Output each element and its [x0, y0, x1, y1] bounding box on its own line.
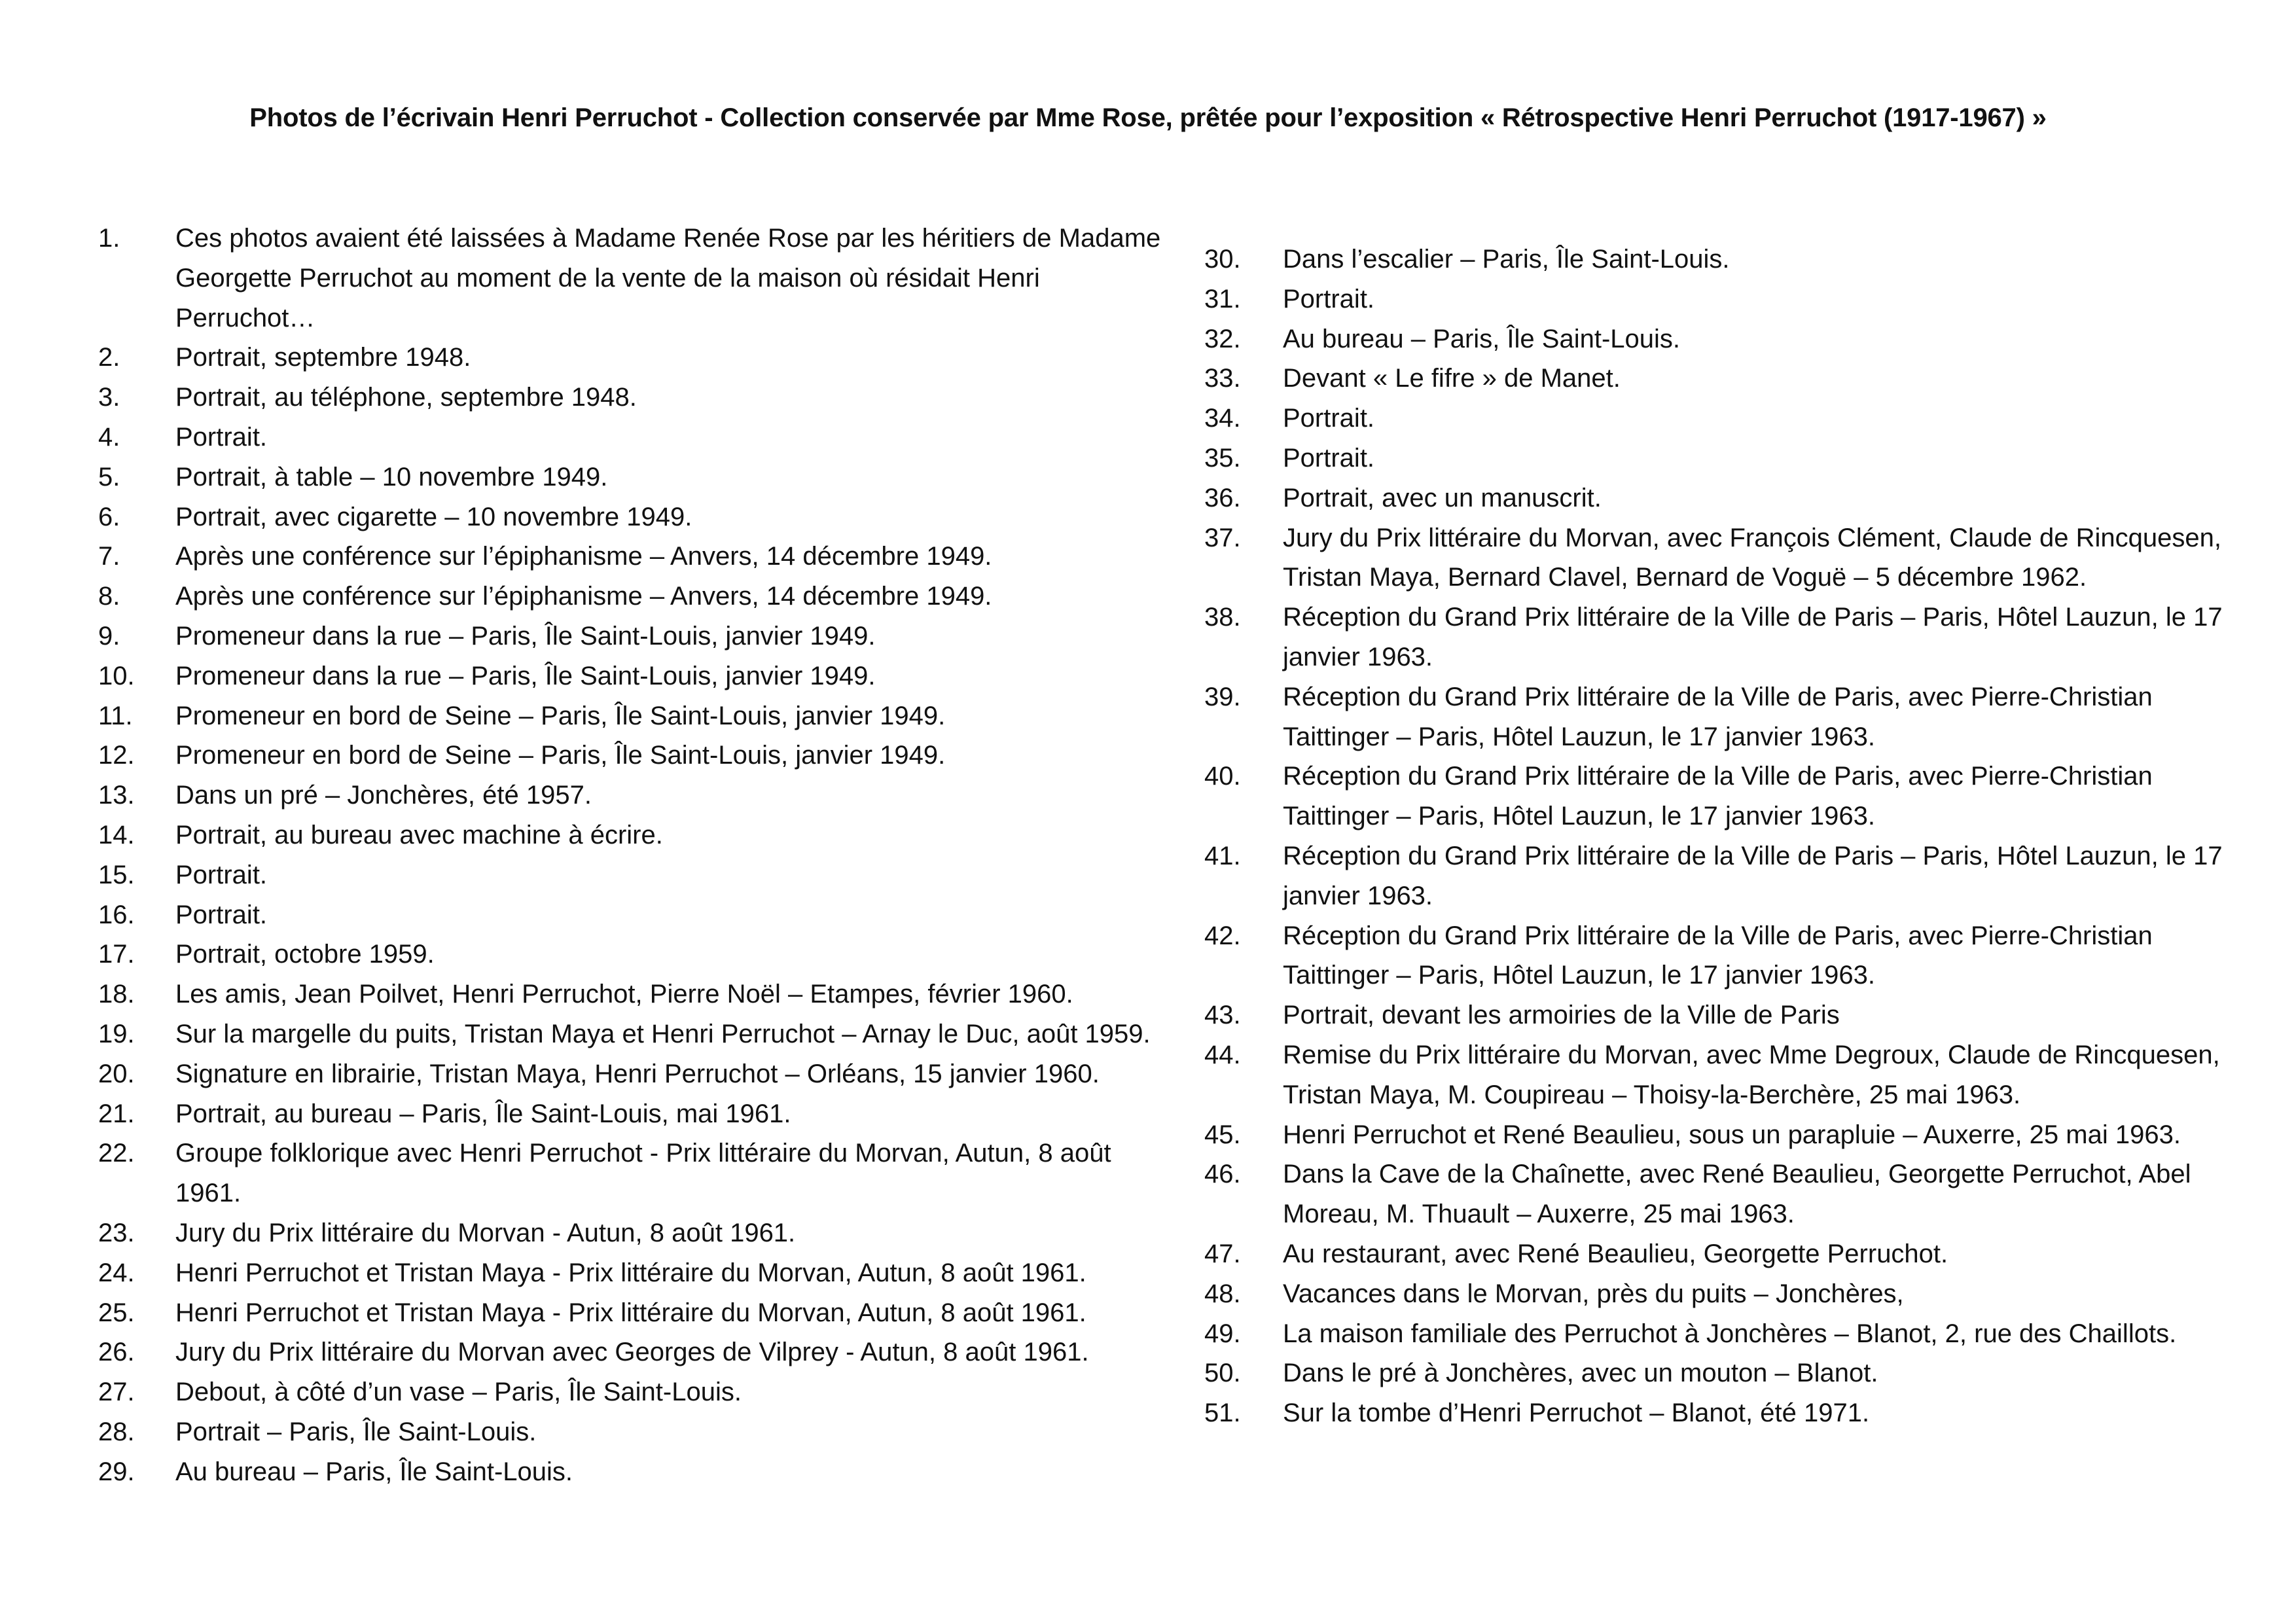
item-text: Promeneur dans la rue – Paris, Île Saint-Louis, janvier 1949.: [175, 621, 876, 651]
list-item: [98, 776, 1172, 815]
item-text: Les amis, Jean Poilvet, Henri Perruchot, Pierre Noël – Etampes, février 1960.: [175, 980, 1073, 1009]
item-number: 33.: [1204, 364, 1241, 393]
list-item: [1204, 597, 2225, 677]
list-item: [98, 537, 1172, 577]
item-number: 7.: [98, 542, 120, 571]
item-number: 6.: [98, 502, 120, 531]
list-item: [98, 219, 1172, 338]
item-number: 48.: [1204, 1279, 1241, 1308]
list-item: [98, 1452, 1172, 1492]
item-text: Dans le pré à Jonchères, avec un mouton – Blanot.: [1283, 1359, 1878, 1388]
item-text: Réception du Grand Prix littéraire de la Ville de Paris – Paris, Hôtel Lauzun, le 17 janvier 1963.: [1283, 841, 2223, 910]
list-item: [1204, 438, 2225, 478]
item-number: 51.: [1204, 1399, 1241, 1428]
item-text: Ces photos avaient été laissées à Madame Renée Rose par les héritiers de Madame Georgette Perruchot au moment de la vente de la maison où résidait Henri Perruchot…: [175, 224, 1161, 332]
list-item: [98, 418, 1172, 457]
item-text: Groupe folklorique avec Henri Perruchot - Prix littéraire du Morvan, Autun, 8 août 1961.: [175, 1139, 1111, 1208]
item-number: 26.: [98, 1338, 135, 1367]
item-text: Portrait – Paris, Île Saint-Louis.: [175, 1417, 537, 1446]
item-text: Promeneur en bord de Seine – Paris, Île Saint-Louis, janvier 1949.: [175, 701, 946, 730]
item-number: 4.: [98, 422, 120, 452]
item-text: Au restaurant, avec René Beaulieu, Georgette Perruchot.: [1283, 1239, 1948, 1268]
item-text: Portrait, devant les armoiries de la Ville de Paris: [1283, 1001, 1840, 1030]
list-item: [1204, 240, 2225, 279]
list-item: [1204, 916, 2225, 996]
item-number: 5.: [98, 462, 120, 491]
item-number: 17.: [98, 940, 135, 969]
item-number: 41.: [1204, 841, 1241, 870]
list-item: [98, 338, 1172, 378]
item-text: Au bureau – Paris, Île Saint-Louis.: [175, 1457, 573, 1486]
item-number: 29.: [98, 1457, 135, 1486]
list-item: [1204, 518, 2225, 598]
item-text: Au bureau – Paris, Île Saint-Louis.: [1283, 324, 1681, 353]
list-item: [1204, 279, 2225, 319]
list-item: [1204, 677, 2225, 757]
item-number: 31.: [1204, 284, 1241, 313]
list-item: [98, 895, 1172, 935]
list-item: [98, 1293, 1172, 1333]
item-number: 35.: [1204, 443, 1241, 473]
list-item: [1204, 1314, 2225, 1354]
item-text: Portrait.: [1283, 404, 1375, 433]
item-text: Portrait, au bureau avec machine à écrire.: [175, 820, 663, 849]
list-item: [98, 1054, 1172, 1094]
item-text: Debout, à côté d’un vase – Paris, Île Saint-Louis.: [175, 1378, 742, 1407]
item-text: Devant « Le fifre » de Manet.: [1283, 364, 1621, 393]
item-text: Henri Perruchot et René Beaulieu, sous un parapluie – Auxerre, 25 mai 1963.: [1283, 1120, 2181, 1149]
list-item: [98, 815, 1172, 855]
list-item: [1204, 1154, 2225, 1234]
item-text: Portrait, octobre 1959.: [175, 940, 435, 969]
item-number: 47.: [1204, 1239, 1241, 1268]
item-number: 28.: [98, 1417, 135, 1446]
item-number: 1.: [98, 224, 120, 253]
item-number: 19.: [98, 1019, 135, 1048]
item-text: Jury du Prix littéraire du Morvan - Autun, 8 août 1961.: [175, 1218, 796, 1247]
item-number: 11.: [98, 701, 133, 730]
list-item: [1204, 319, 2225, 359]
item-text: Portrait, septembre 1948.: [175, 343, 471, 372]
item-number: 20.: [98, 1059, 135, 1088]
item-number: 27.: [98, 1378, 135, 1407]
item-number: 8.: [98, 582, 120, 611]
item-number: 30.: [1204, 245, 1241, 274]
item-text: Signature en librairie, Tristan Maya, Henri Perruchot – Orléans, 15 janvier 1960.: [175, 1059, 1100, 1088]
item-text: Réception du Grand Prix littéraire de la Ville de Paris, avec Pierre-Christian Taittinger – Paris, Hôtel Lauzun, le 17 janvier 1963.: [1283, 921, 2153, 990]
item-text: Portrait, au bureau – Paris, Île Saint-Louis, mai 1961.: [175, 1099, 791, 1128]
list-item: [98, 656, 1172, 696]
list-item: [98, 497, 1172, 537]
item-number: 44.: [1204, 1040, 1241, 1069]
item-number: 25.: [98, 1298, 135, 1327]
item-number: 10.: [98, 661, 135, 690]
item-number: 22.: [98, 1139, 135, 1168]
list-item: [1204, 995, 2225, 1035]
item-number: 24.: [98, 1258, 135, 1287]
item-text: Dans un pré – Jonchères, été 1957.: [175, 781, 592, 810]
item-number: 13.: [98, 781, 135, 810]
item-text: Promeneur en bord de Seine – Paris, Île Saint-Louis, janvier 1949.: [175, 741, 946, 770]
list-item: [1204, 478, 2225, 518]
item-number: 45.: [1204, 1120, 1241, 1149]
list-item: [1204, 1115, 2225, 1155]
list-item: [98, 736, 1172, 776]
list-item: [1204, 359, 2225, 399]
item-text: Promeneur dans la rue – Paris, Île Saint-Louis, janvier 1949.: [175, 661, 876, 690]
list-item: [98, 1014, 1172, 1054]
item-number: 18.: [98, 980, 135, 1009]
item-text: Dans la Cave de la Chaînette, avec René Beaulieu, Georgette Perruchot, Abel Moreau, M. Thuault – Auxerre, 25 mai 1963.: [1283, 1160, 2191, 1229]
list-item: [98, 1253, 1172, 1293]
item-text: Vacances dans le Morvan, près du puits – Jonchères,: [1283, 1279, 1904, 1308]
list-item: [98, 1412, 1172, 1452]
item-text: Sur la tombe d’Henri Perruchot – Blanot, été 1971.: [1283, 1399, 1870, 1428]
list-item: [98, 696, 1172, 736]
item-text: Portrait, à table – 10 novembre 1949.: [175, 462, 608, 491]
item-number: 50.: [1204, 1359, 1241, 1388]
list-item: [98, 378, 1172, 418]
item-number: 43.: [1204, 1001, 1241, 1030]
item-number: 3.: [98, 383, 120, 412]
item-text: Remise du Prix littéraire du Morvan, avec Mme Degroux, Claude de Rincquesen, Tristan Maya, M. Coupireau – Thoisy-la-Berchère, 25 mai 1963.: [1283, 1040, 2220, 1109]
item-text: Portrait, au téléphone, septembre 1948.: [175, 383, 637, 412]
item-text: Portrait.: [175, 860, 268, 889]
item-text: Portrait, avec un manuscrit.: [1283, 483, 1602, 512]
list-item: [98, 1094, 1172, 1134]
item-text: Après une conférence sur l’épiphanisme – Anvers, 14 décembre 1949.: [175, 582, 992, 611]
item-text: La maison familiale des Perruchot à Jonchères – Blanot, 2, rue des Chaillots.: [1283, 1319, 2177, 1348]
item-number: 16.: [98, 900, 135, 929]
item-text: Jury du Prix littéraire du Morvan avec Georges de Vilprey - Autun, 8 août 1961.: [175, 1338, 1089, 1367]
item-number: 40.: [1204, 762, 1241, 791]
item-number: 46.: [1204, 1160, 1241, 1189]
item-number: 15.: [98, 860, 135, 889]
item-number: 23.: [98, 1218, 135, 1247]
list-item: [1204, 399, 2225, 438]
list-item: [1204, 1234, 2225, 1274]
list-item: [1204, 1353, 2225, 1393]
item-text: Réception du Grand Prix littéraire de la Ville de Paris – Paris, Hôtel Lauzun, le 17 janvier 1963.: [1283, 603, 2223, 671]
list-item: [1204, 1393, 2225, 1433]
list-item: [98, 457, 1172, 497]
list-item: [98, 616, 1172, 656]
item-text: Sur la margelle du puits, Tristan Maya et Henri Perruchot – Arnay le Duc, août 1959.: [175, 1019, 1151, 1048]
item-text: Portrait.: [175, 422, 268, 452]
item-number: 39.: [1204, 682, 1241, 711]
item-number: 2.: [98, 343, 120, 372]
item-text: Après une conférence sur l’épiphanisme – Anvers, 14 décembre 1949.: [175, 542, 992, 571]
list-item: [98, 1133, 1172, 1213]
list-item: [98, 935, 1172, 974]
item-text: Henri Perruchot et Tristan Maya - Prix littéraire du Morvan, Autun, 8 août 1961.: [175, 1298, 1086, 1327]
item-number: 36.: [1204, 483, 1241, 512]
item-text: Portrait.: [1283, 443, 1375, 473]
item-number: 21.: [98, 1099, 135, 1128]
item-number: 32.: [1204, 324, 1241, 353]
item-text: Jury du Prix littéraire du Morvan, avec François Clément, Claude de Rincquesen, Tristan Maya, Bernard Clavel, Bernard de Voguë – 5 décembre 1962.: [1283, 523, 2221, 592]
list-item: [1204, 1035, 2225, 1115]
list-item: [98, 1372, 1172, 1412]
list-item: [98, 974, 1172, 1014]
item-text: Portrait.: [1283, 284, 1375, 313]
item-number: 34.: [1204, 404, 1241, 433]
photo-list-left-column: [98, 219, 1172, 1492]
list-item: [98, 1213, 1172, 1253]
list-item: [98, 855, 1172, 895]
item-number: 12.: [98, 741, 135, 770]
page-title: Photos de l’écrivain Henri Perruchot - Collection conservée par Mme Rose, prêtée pour l’exposition « Rétrospective Henri Perruchot (1917-1967) »: [249, 103, 2047, 132]
item-number: 9.: [98, 621, 120, 651]
item-text: Portrait.: [175, 900, 268, 929]
item-number: 42.: [1204, 921, 1241, 950]
list-item: [98, 577, 1172, 616]
list-item: [98, 1332, 1172, 1372]
list-item: [1204, 836, 2225, 916]
item-number: 49.: [1204, 1319, 1241, 1348]
item-number: 14.: [98, 820, 135, 849]
item-text: Réception du Grand Prix littéraire de la Ville de Paris, avec Pierre-Christian Taittinger – Paris, Hôtel Lauzun, le 17 janvier 1963.: [1283, 762, 2153, 831]
item-number: 37.: [1204, 523, 1241, 552]
item-text: Portrait, avec cigarette – 10 novembre 1949.: [175, 502, 692, 531]
item-number: 38.: [1204, 603, 1241, 632]
photo-list-right-column: [1204, 240, 2225, 1433]
item-text: Dans l’escalier – Paris, Île Saint-Louis.: [1283, 245, 1730, 274]
list-item: [1204, 757, 2225, 836]
item-text: Réception du Grand Prix littéraire de la Ville de Paris, avec Pierre-Christian Taittinger – Paris, Hôtel Lauzun, le 17 janvier 1963.: [1283, 682, 2153, 751]
item-text: Henri Perruchot et Tristan Maya - Prix littéraire du Morvan, Autun, 8 août 1961.: [175, 1258, 1086, 1287]
list-item: [1204, 1274, 2225, 1314]
